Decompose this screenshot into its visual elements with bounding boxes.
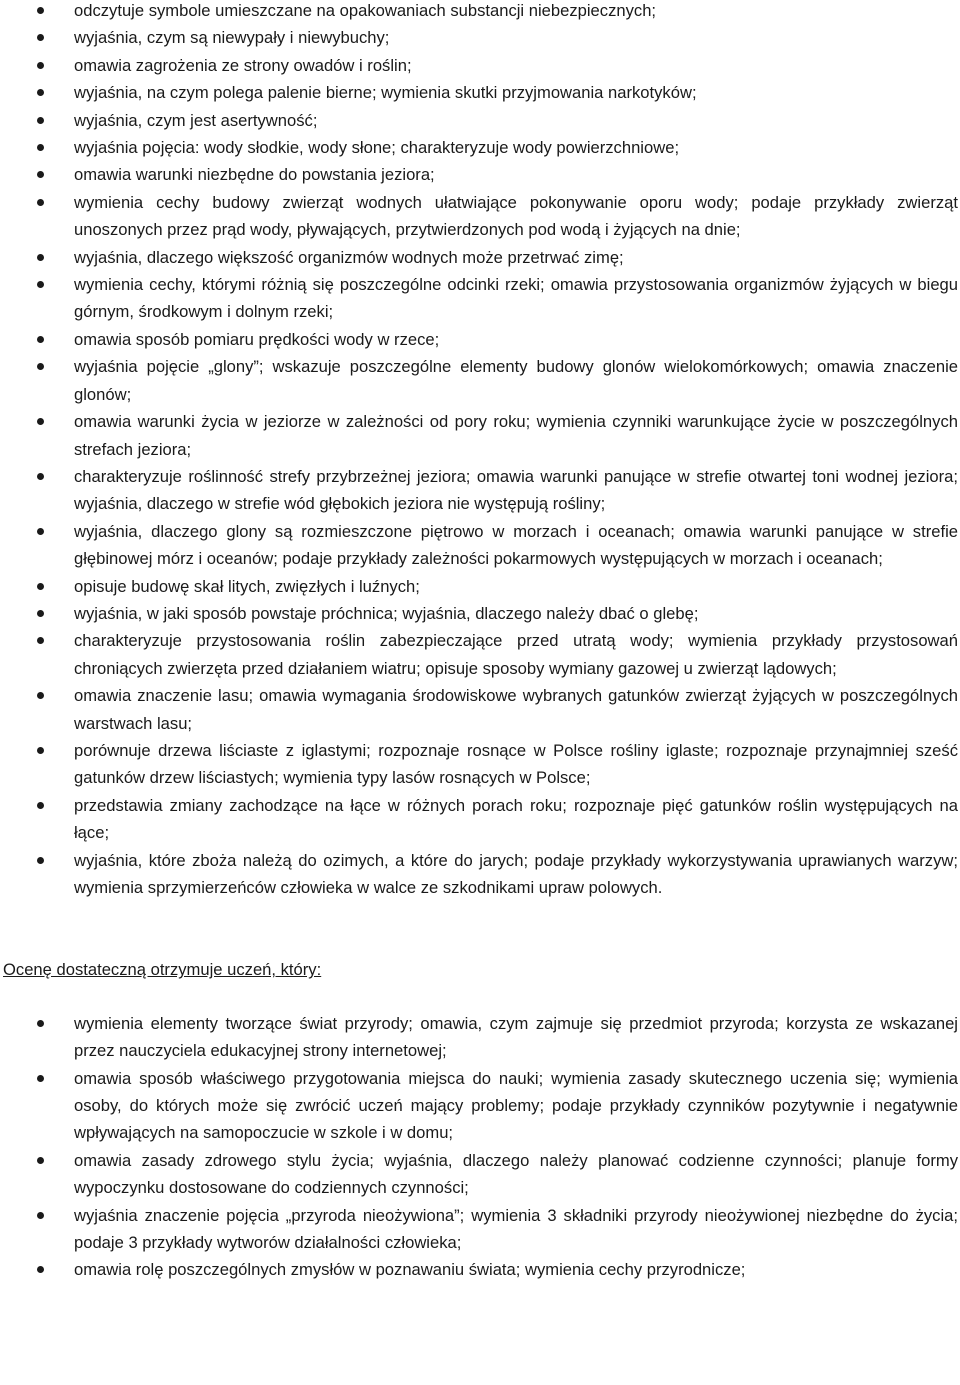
bullet-icon: [37, 171, 44, 178]
bullet-icon: [37, 692, 44, 699]
bullet-icon: [37, 117, 44, 124]
list-item: [0, 52, 960, 79]
list-item-text: omawia zagrożenia ze strony owadów i roślin;: [74, 55, 412, 75]
list-item: [0, 244, 960, 271]
list-item: [0, 134, 960, 161]
list-item-text: wymienia cechy, którymi różnią się poszczególne odcinki rzeki; omawia przystosowania organizmów żyjących w biegu górnym, środkowym i dolnym rzeki;: [74, 275, 958, 322]
list-item: [0, 518, 960, 573]
list-item-text: wymienia elementy tworzące świat przyrody; omawia, czym zajmuje się przedmiot przyroda; korzysta ze wskazanej przez nauczyciela edukacyjnej strony internetowej;: [74, 1013, 958, 1061]
section-heading-satisfactory: Ocenę dostateczną otrzymuje uczeń, który:: [3, 960, 322, 980]
bullet-icon: [37, 1157, 44, 1164]
bullet-icon: [37, 747, 44, 754]
list-item-text: odczytuje symbole umieszczane na opakowaniach substancji niebezpiecznych;: [74, 1, 657, 20]
bullet-icon: [37, 254, 44, 261]
list-item: [0, 1256, 960, 1283]
list-item-text: wyjaśnia, czym są niewypały i niewybuchy;: [74, 28, 390, 48]
bullet-icon: [37, 336, 44, 343]
bullet-icon: [37, 637, 44, 644]
bullet-icon: [37, 857, 44, 864]
list-item-text: wyjaśnia, na czym polega palenie bierne; wymienia skutki przyjmowania narkotyków;: [74, 83, 697, 103]
list-item: [0, 0, 960, 24]
list-item: [0, 326, 960, 353]
list-item: [0, 24, 960, 51]
list-item-text: wyjaśnia, dlaczego większość organizmów wodnych może przetrwać zimę;: [74, 247, 624, 267]
list-item-text: wyjaśnia, dlaczego glony są rozmieszczone piętrowo w morzach i oceanach; omawia warunki panujące w strefie głębinowej mórz i oceanów; podaje przykłady zależności pokarmowych występujących w morzach i oceanach;: [74, 521, 958, 569]
bullet-icon: [37, 62, 44, 69]
list-item: [0, 1202, 960, 1257]
list-item: [0, 463, 960, 518]
list-item: [0, 682, 960, 737]
bullet-icon: [37, 89, 44, 96]
list-item: [0, 271, 960, 326]
list-item: [0, 79, 960, 106]
list-item-text: przedstawia zmiany zachodzące na łące w różnych porach roku; rozpoznaje pięć gatunków roślin występujących na łące;: [74, 795, 958, 843]
list-item: [0, 408, 960, 463]
list-item-text: opisuje budowę skał litych, zwięzłych i luźnych;: [74, 576, 420, 596]
list-item: [0, 189, 960, 244]
bullet-icon: [37, 1020, 44, 1027]
list-item-text: wyjaśnia pojęcia: wody słodkie, wody słone; charakteryzuje wody powierzchniowe;: [74, 138, 680, 158]
list-item-text: omawia znaczenie lasu; omawia wymagania środowiskowe wybranych gatunków zwierząt żyjących w poszczególnych warstwach lasu;: [74, 686, 958, 733]
list-item-text: omawia sposób pomiaru prędkości wody w rzece;: [74, 329, 440, 349]
list-item-text: omawia warunki niezbędne do powstania jeziora;: [74, 165, 435, 185]
bullet-icon: [37, 144, 44, 151]
list-item-text: wyjaśnia, które zboża należą do ozimych, a które do jarych; podaje przykłady wykorzystywania uprawianych warzyw; wymienia sprzymierzeńców człowieka w walce ze szkodnikami upraw polowych.: [74, 850, 958, 897]
bullet-icon: [37, 583, 44, 590]
list-item-text: omawia rolę poszczególnych zmysłów w poznawaniu świata; wymienia cechy przyrodnicze;: [74, 1260, 746, 1280]
bullet-icon: [37, 528, 44, 535]
list-item-text: charakteryzuje roślinność strefy przybrzeżnej jeziora; omawia warunki panujące w strefie otwartej toni wodnej jeziora; wyjaśnia, dlaczego w strefie wód głębokich jeziora nie występują rośliny;: [74, 466, 958, 514]
list-item: [0, 1010, 960, 1065]
list-item: [0, 627, 960, 682]
bullet-icon: [37, 34, 44, 41]
list-item: [0, 600, 960, 627]
list-item: [0, 353, 960, 408]
bullet-icon: [37, 363, 44, 370]
bullet-icon: [37, 473, 44, 480]
list-item-text: wyjaśnia, w jaki sposób powstaje próchnica; wyjaśnia, dlaczego należy dbać o glebę;: [74, 603, 699, 623]
bullet-icon: [37, 802, 44, 809]
list-item: [0, 737, 960, 792]
list-item-text: wymienia cechy budowy zwierząt wodnych ułatwiające pokonywanie oporu wody; podaje przykłady zwierząt unoszonych przez prąd wody, pływających, przytwierdzonych pod wodą i żyjących na dnie;: [74, 192, 958, 240]
bullet-icon: [37, 199, 44, 206]
list-item-text: omawia zasady zdrowego stylu życia; wyjaśnia, dlaczego należy planować codzienne czynności; planuje formy wypoczynku dostosowane do codziennych czynności;: [74, 1150, 958, 1198]
list-item-text: omawia sposób właściwego przygotowania miejsca do nauki; wymienia zasady skutecznego uczenia się; wymienia osoby, do których może się zwrócić uczeń mający problemy; podaje przykłady czynników pozytywnie i negatywnie wpływających na samopoczucie w szkole i w domu;: [74, 1068, 958, 1143]
bullet-icon: [37, 1212, 44, 1219]
bullet-icon: [37, 610, 44, 617]
list-item: [0, 847, 960, 902]
spacer: [0, 901, 960, 956]
bullet-icon: [37, 1266, 44, 1273]
list-item-text: charakteryzuje przystosowania roślin zabezpieczające przed utratą wody; wymienia przykłady przystosowań chroniących zwierzęta przed działaniem wiatru; opisuje sposoby wymiany gazowej u zwierząt lądowych;: [74, 631, 958, 678]
list-item-text: wyjaśnia znaczenie pojęcia „przyroda nieożywiona”; wymienia 3 składniki przyrody nieożywionej niezbędne do życia; podaje 3 przykłady wytworów działalności człowieka;: [74, 1205, 958, 1253]
list-item-text: wyjaśnia, czym jest asertywność;: [74, 110, 318, 130]
list-item: [0, 1065, 960, 1147]
list-item: [0, 1147, 960, 1202]
bullet-icon: [37, 7, 44, 14]
list-item: [0, 573, 960, 600]
bullet-icon: [37, 418, 44, 425]
list-item-text: porównuje drzewa liściaste z iglastymi; rozpoznaje rosnące w Polsce rośliny iglaste; rozpoznaje przynajmniej sześć gatunków drzew liściastych; wymienia typy lasów rosnących w Polsce;: [74, 740, 958, 788]
list-item-text: wyjaśnia pojęcie „glony”; wskazuje poszczególne elementy budowy glonów wielokomórkowych; omawia znaczenie glonów;: [74, 357, 958, 404]
spacer: [0, 984, 960, 1010]
requirements-list-2: [0, 1010, 960, 1284]
bullet-icon: [37, 281, 44, 288]
bullet-icon: [37, 1075, 44, 1082]
list-item: [0, 161, 960, 188]
list-item-text: omawia warunki życia w jeziorze w zależności od pory roku; wymienia czynniki warunkujące życie w poszczególnych strefach jeziora;: [74, 412, 958, 459]
list-item: [0, 107, 960, 134]
list-item: [0, 792, 960, 847]
